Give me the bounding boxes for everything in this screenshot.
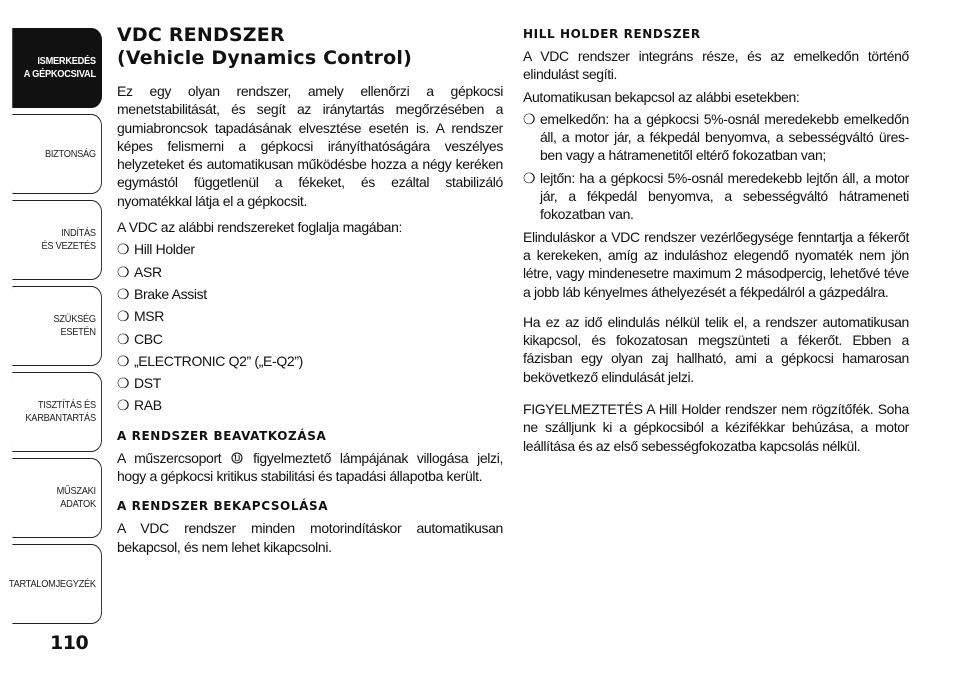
activation-heading: A RENDSZER BEKAPCSOLÁSA — [117, 499, 329, 514]
warning-paragraph: FIGYELMEZTETÉS A Hill Holder rendszer nem rögzítőfék. Soha ne szálljunk ki a gépkocsiból a kézifékkar behúzása, a motor leállítása és az első sebességfokozatba kapcsolás nélkül. — [523, 401, 909, 454]
bullet-icon: ❍ — [117, 241, 130, 258]
bullet-icon: ❍ — [117, 397, 130, 414]
tab-technical-data[interactable]: MŰSZAKI ADATOK — [12, 458, 102, 538]
page-number: 110 — [50, 632, 89, 654]
list-item — [117, 263, 503, 281]
hill-holder-heading: HILL HOLDER RENDSZER — [523, 27, 701, 41]
list-item — [117, 307, 503, 325]
activation-paragraph: A VDC rendszer minden motorindításkor automatikusan bekapcsol, és nem lehet kikapcsolni. — [117, 520, 503, 555]
list-item — [117, 330, 503, 348]
title-line-1: VDC RENDSZER — [117, 24, 285, 46]
tab-safety[interactable]: BIZTONSÁG — [12, 114, 102, 194]
activation-cases-list — [523, 110, 909, 224]
list-item-text: MSR — [134, 308, 165, 325]
list-item-text: Brake Assist — [134, 285, 207, 302]
tab-maintenance[interactable]: TISZTÍTÁS ÉS KARBANTARTÁS — [12, 372, 102, 452]
systems-intro: A VDC az alábbi rendszereket foglalja magában: — [117, 219, 403, 236]
tab-getting-to-know[interactable]: ISMERKEDÉS A GÉPKOCSIVAL — [12, 28, 102, 108]
bullet-icon: ❍ — [117, 308, 130, 325]
list-item-text: lejtőn: ha a gépkocsi 5%-osnál meredekebb lejtőn áll, a motor jár, a fékpedál benyomva, a sebességváltó hátrameneti fokozatban van. — [540, 169, 909, 223]
bullet-icon: ❍ — [117, 352, 130, 369]
vdc-warning-lamp-icon — [231, 452, 243, 464]
bullet-icon: ❍ — [117, 375, 130, 392]
intervention-text-after: figyelmeztető lámpájának villogása jelzi, hogy a gépkocsi kritikus stabilitási és tapadási állapotba került. — [117, 449, 503, 485]
list-item — [117, 374, 503, 392]
vdc-intro-paragraph: Ez egy olyan rendszer, amely ellenőrzi a gépkocsi menetstabilitását, és segít az iránytartás megőrzésében a gumiabroncsok tapadásának elvesztése esetén is. A rendszer képes felismerni a gépkocsi irányíthatóságára veszélyes helyzeteket és automatikusan működésbe hozza a négy keréken egymástól függetlenül a fékeket, és ezáltal stabilizáló nyomatékkal látja el a gépkocsit. — [117, 83, 503, 209]
bullet-icon: ❍ — [117, 330, 130, 347]
right-column — [523, 27, 909, 455]
list-item — [117, 240, 503, 258]
list-item-text: CBC — [134, 330, 163, 347]
bullet-icon: ❍ — [117, 285, 130, 302]
list-item — [117, 352, 503, 370]
intervention-paragraph — [117, 449, 503, 486]
chapter-sidebar — [0, 0, 102, 677]
intervention-heading: A RENDSZER BEAVATKOZÁSA — [117, 428, 327, 443]
list-item — [523, 110, 909, 165]
intervention-text-before: A műszercsoport — [117, 449, 222, 466]
tab-starting-driving[interactable]: INDÍTÁS ÉS VEZETÉS — [12, 200, 102, 280]
list-item — [117, 396, 503, 414]
tab-index[interactable]: TARTALOMJEGYZÉK — [12, 544, 102, 624]
hill-holder-intro: A VDC rendszer integráns része, és az emelkedőn történő elindulást segíti. — [523, 48, 909, 83]
list-item-text: „ELECTRONIC Q2” („E-Q2”) — [134, 352, 303, 369]
bullet-icon: ❍ — [523, 169, 536, 186]
tab-emergency[interactable]: SZÜKSÉG ESETÉN — [12, 286, 102, 366]
list-item-text: Hill Holder — [134, 241, 195, 258]
list-item-text: RAB — [134, 397, 162, 414]
start-paragraph: Elinduláskor a VDC rendszer vezérlőegysége fenntartja a fékerőt a kerekeken, amíg az induláshoz elegendő nyomaték nem jön létre, vagy mindenesetre maximum 2 másodpercig, lehetővé téve a jobb láb kényelmes áthelyezését a fékpedálról a gázpedálra. — [523, 228, 909, 300]
list-item — [523, 169, 909, 224]
bullet-icon: ❍ — [523, 110, 536, 127]
list-item-text: DST — [134, 375, 161, 392]
page-title — [117, 24, 503, 70]
systems-list — [117, 240, 503, 414]
auto-activation-intro: Automatikusan bekapcsol az alábbi esetekben: — [523, 88, 800, 105]
left-column — [117, 24, 503, 556]
bullet-icon: ❍ — [117, 263, 130, 280]
list-item — [117, 285, 503, 303]
list-item-text: emelkedőn: ha a gépkocsi 5%-osnál meredekebb emelkedőn áll, a motor jár, a fékpedál benyomva, a sebességváltó üres-ben vagy a hátramenetitől eltérő fokozatban van; — [540, 110, 909, 164]
list-item-text: ASR — [134, 263, 162, 280]
timeout-paragraph: Ha ez az idő elindulás nélkül telik el, a rendszer automatikusan kikapcsol, és fokozatosan megszünteti a fékerőt. Ebben a fázisban egy olyan zaj hallható, ami a gépkocsi hamarosan bekövetkező elindulását jelzi. — [523, 313, 909, 385]
title-line-2: (Vehicle Dynamics Control) — [117, 47, 412, 69]
